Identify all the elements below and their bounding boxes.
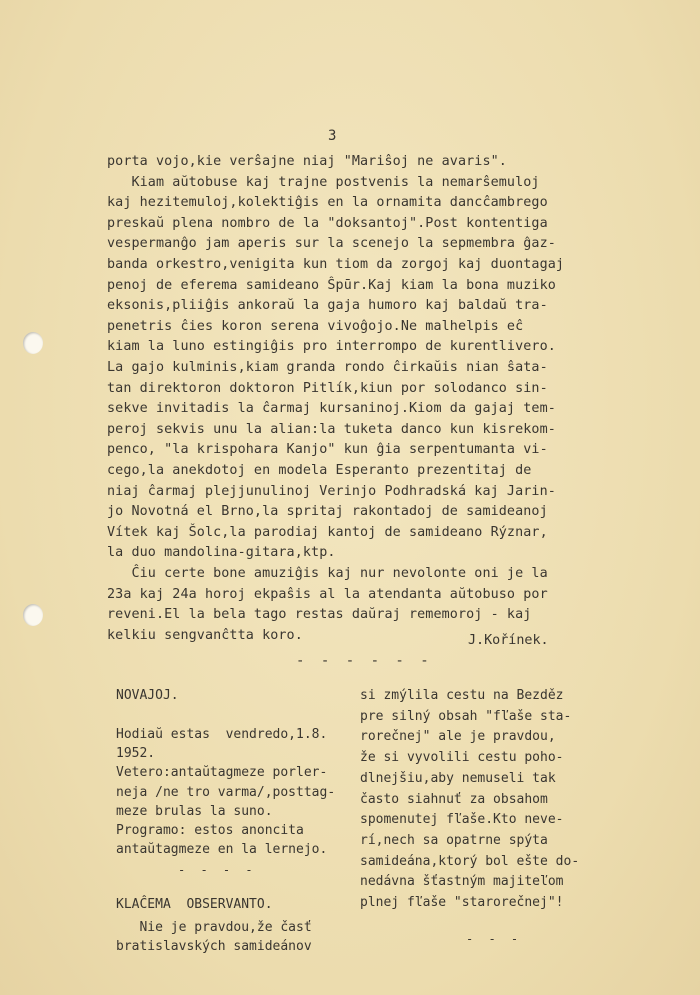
article-line: penoj de eferema samideano Ŝpūr.Kaj kiam la bona muziko (107, 277, 556, 293)
rightcol-line: nedávna šťastným majiteľom (360, 874, 564, 890)
article-line: cego,la anekdotoj en modela Esperanto prezentitaj de (107, 463, 532, 478)
leftcol-line: NOVAJOJ. (116, 688, 179, 703)
article-line: jo Novotná el Brno,la spritaj rakontadoj de samideanoj (107, 504, 548, 520)
signature: J.Kořínek. (468, 633, 549, 648)
leftcol-line: Vetero:antaŭtagmeze porler- (116, 765, 328, 781)
leftcol-line: meze brulas la suno. (116, 803, 273, 819)
article-line: porta vojo,kie verŝajne niaj "Mariŝoj ne avaris". (107, 154, 507, 169)
article-divider: - - - - - - (296, 653, 433, 669)
article-line: niaj ĉarmaj plejjunulinoj Verinjo Podhradská kaj Jarin- (107, 483, 556, 499)
article-line: peroj sekvis unu la alian:la tuketa danco kun kisrekom- (107, 421, 556, 437)
rightcol-line: rorečnej" ale je pravdou, (360, 729, 556, 745)
rightcol-line: rí,nech sa opatrne spýta (360, 832, 548, 848)
article-line: kelkiu sengvanĉtta koro. (107, 627, 303, 643)
leftcol-line: Hodiaŭ estas vendredo,1.8. (116, 726, 328, 742)
article-line: 23a kaj 24a horoj ekpaŝis al la atendanta aŭtobuso por (107, 586, 548, 602)
article-line: La gajo kulminis,kiam granda rondo ĉirkaŭis nian ŝata- (107, 360, 548, 375)
article-line: Kiam aŭtobuse kaj trajne postvenis la nemarŝemuloj (107, 174, 540, 190)
leftcol-line: Programo: estos anoncita (116, 823, 304, 839)
article-line: kiam la luno estingiĝis pro interrompo de kurentlivero. (107, 339, 556, 355)
article-line: kaj hezitemuloj,kolektiĝis en la ornamita dancĉambrego (107, 195, 548, 211)
right-column-divider: - - - (466, 932, 523, 946)
leftcol-line: antaŭtagmeze en la lernejo. (116, 842, 328, 858)
article-line: Ĉiu certe bone amuziĝis kaj nur nevolonte oni je la (107, 566, 548, 581)
rightcol-line: spomenutej fľaše.Kto neve- (360, 812, 564, 828)
left-column-divider: - - - - (178, 863, 257, 877)
leftcol-line: neja /ne tro varma/,posttag- (116, 784, 336, 800)
leftcol2-line: Nie je pravdou,že časť (116, 920, 312, 935)
article-line: preskaŭ plena nombro de la "doksantoj".Post kontentiga (107, 215, 548, 231)
rightcol-line: dlnejšiu,aby nemuseli tak (360, 770, 556, 786)
article-line: penetris ĉies koron serena vivoĝojo.Ne malhelpis eĉ (107, 318, 524, 334)
article-line: la duo mandolina-gitara,ktp. (107, 545, 336, 561)
rightcol-line: že si vyvolili cestu poho- (360, 750, 564, 766)
article-line: Vítek kaj Šolc,la parodiaj kantoj de samideano Rýznar, (107, 524, 548, 540)
rightcol-line: plnej fľaše "starorečnej"! (360, 895, 564, 910)
rightcol-line: si zmýlila cestu na Bezděz (360, 688, 564, 703)
punch-hole-top (23, 332, 43, 354)
punch-hole-bottom (23, 604, 43, 626)
article-line: vespermanĝo jam aperis sur la scenejo la sepmembra ĝaz- (107, 236, 556, 252)
article-line: penco, "la krispohara Kanjo" kun ĝia serpentumanta vi- (107, 442, 548, 458)
article-line: sekve invitadis la ĉarmaj kursaninoj.Kiom da gajaj tem- (107, 401, 556, 417)
rightcol-line: samideána,ktorý bol ešte do- (360, 853, 580, 869)
article-line: eksonis,pliiĝis ankoraŭ la gaja humoro kaj baldaŭ tra- (107, 298, 548, 314)
rightcol-line: pre silný obsah "fľaše sta- (360, 708, 572, 724)
leftcol-line: 1952. (116, 745, 156, 761)
article-line: reveni.El la bela tago restas daŭraj rememoroj - kaj (107, 607, 532, 623)
left-column-heading: KLAĈEMA OBSERVANTO. (116, 897, 273, 912)
page-number: 3 (328, 128, 337, 144)
article-line: banda orkestro,venigita kun tiom da zorgoj kaj duontagaj (107, 257, 565, 272)
rightcol-line: často siahnuť za obsahom (360, 791, 548, 807)
leftcol2-line: bratislavských samideánov (116, 939, 312, 954)
article-line: tan direktoron doktoron Pitlík,kiun por solodanco sin- (107, 380, 548, 396)
